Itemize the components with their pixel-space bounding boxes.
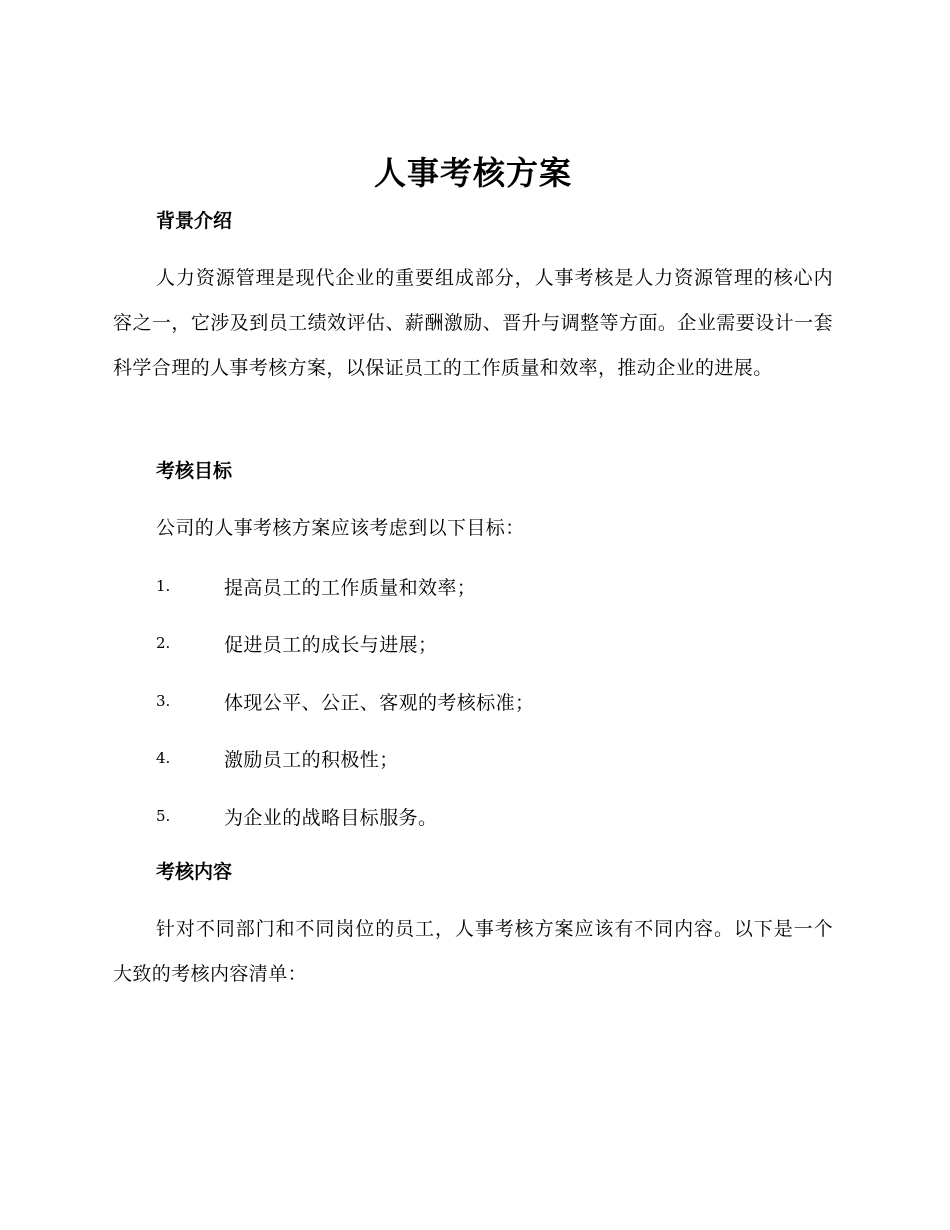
list-text: 提高员工的工作质量和效率； bbox=[224, 576, 477, 599]
document-title: 人事考核方案 bbox=[373, 154, 572, 192]
section-heading-background: 背景介绍 bbox=[156, 210, 233, 232]
list-number: 5. bbox=[156, 807, 171, 825]
list-item bbox=[156, 801, 437, 831]
list-number: 4. bbox=[156, 749, 171, 767]
background-paragraph: 人力资源管理是现代企业的重要组成部分，人事考核是人力资源管理的核心内容之一，它涉及到员工绩效评估、薪酬激励、晋升与调整等方面。企业需要设计一套科学合理的人事考核方案，以保证员工的工作质量和效率，推动企业的进展。 bbox=[113, 267, 833, 379]
list-item bbox=[156, 628, 437, 658]
list-item bbox=[156, 743, 399, 773]
list-number: 2. bbox=[156, 634, 171, 652]
content-paragraph: 针对不同部门和不同岗位的员工，人事考核方案应该有不同内容。以下是一个大致的考核内容清单： bbox=[113, 918, 833, 985]
list-text: 激励员工的积极性； bbox=[224, 748, 399, 771]
section-heading-goals: 考核目标 bbox=[156, 460, 233, 482]
list-item bbox=[156, 571, 476, 601]
list-number: 3. bbox=[156, 692, 171, 710]
list-number: 1. bbox=[156, 577, 171, 595]
list-text: 为企业的战略目标服务。 bbox=[224, 806, 438, 829]
section-heading-content: 考核内容 bbox=[156, 861, 233, 883]
list-text: 促进员工的成长与进展； bbox=[224, 633, 438, 656]
goals-intro: 公司的人事考核方案应该考虑到以下目标： bbox=[156, 517, 525, 539]
list-text: 体现公平、公正、客观的考核标准； bbox=[224, 691, 535, 714]
list-item bbox=[156, 686, 534, 716]
